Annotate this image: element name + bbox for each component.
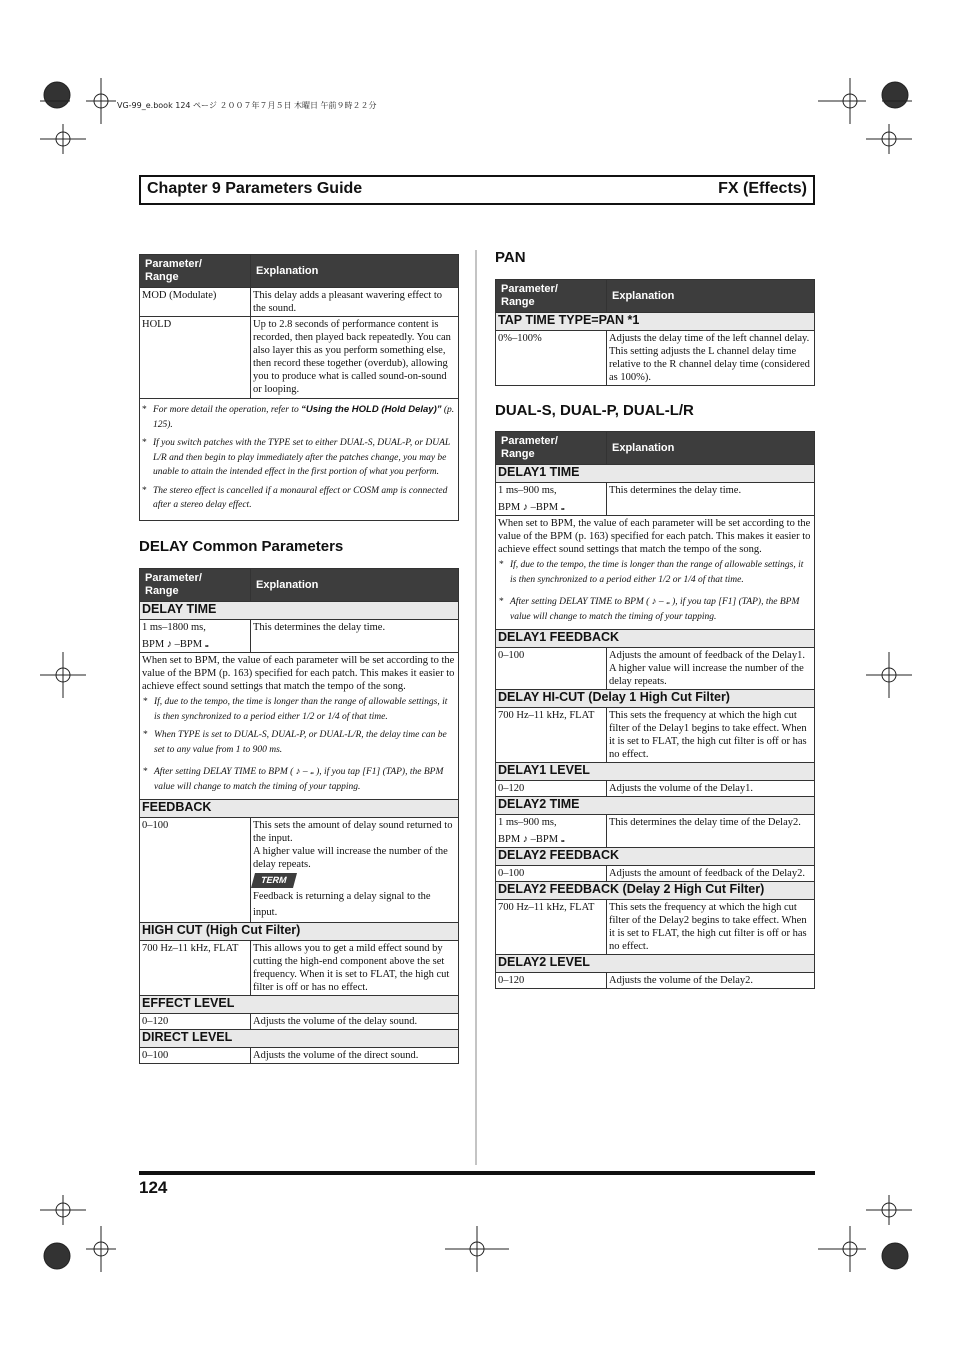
col-header-explanation: Explanation — [251, 569, 459, 602]
dual-title: DUAL-S, DUAL-P, DUAL-L/R — [495, 402, 694, 419]
note: * The stereo effect is cancelled if a monaural effect or COSM amp is connected after a stereo delay effect. — [141, 484, 457, 513]
notes-cell — [140, 399, 459, 521]
chapter-title: Chapter 9 Parameters Guide — [147, 180, 363, 197]
param-cell: 1 ms–1800 ms, BPM ♪ –BPM 𝅝 — [140, 620, 251, 653]
dual-table — [495, 431, 815, 989]
table-row — [140, 818, 459, 923]
col-header-explanation: Explanation — [251, 255, 459, 288]
param-cell: 1 ms–900 ms, BPM ♪ –BPM 𝅝 — [496, 815, 607, 848]
table-row — [140, 317, 459, 399]
table-row — [140, 1014, 459, 1030]
explanation-cell: This sets the amount of delay sound returned to the input. A higher value will increase the number of the delay repeats. TERM Feedback is returning a delay signal to the input. — [251, 818, 459, 923]
section-delay1-level: DELAY1 LEVEL — [496, 763, 815, 781]
section-delay1-feedback: DELAY1 FEEDBACK — [496, 630, 815, 648]
section-delay2-hicut: DELAY2 FEEDBACK (Delay 2 High Cut Filter) — [496, 882, 815, 900]
table-row — [140, 288, 459, 317]
explanation-cell: Adjusts the volume of the direct sound. — [251, 1048, 459, 1064]
note: * If, due to the tempo, the time is longer than the range of allowable settings, it is then synchronized to a period either 1/2 or 1/4 of that time. — [142, 695, 456, 724]
section-delay2-level: DELAY2 LEVEL — [496, 955, 815, 973]
param-cell: HOLD — [140, 317, 251, 399]
section-delay2-time: DELAY2 TIME — [496, 797, 815, 815]
term-badge: TERM — [251, 873, 297, 888]
table-row — [140, 941, 459, 996]
section-tap-time-type: TAP TIME TYPE=PAN *1 — [496, 313, 815, 331]
note: * After setting DELAY TIME to BPM ( ♪ – 𝅝 ), if you tap [F1] (TAP), the BPM value will change to match the timing of your tapping. — [498, 595, 812, 624]
explanation-cell: This sets the frequency at which the high cut filter of the Delay2 begins to take effect. When it is set to FLAT, the high cut filter is off or has no effect. — [607, 900, 815, 955]
bpm-notes-cell: When set to BPM, the value of each parameter will be set according to the value of the BPM (p. 163) specified for each patch. This makes it easier to achieve effect sound settings that match the tempo of the song. * If, due to the tempo, the time is longer than the range of allowable settings, it is then synchronized to a period either 1/2 or 1/4 of that time. * When TYPE is set to DUAL-S, DUAL-P, or DUAL-L/R, the delay time can be set to any value from 1 to 900 ms. * After setting DELAY TIME to BPM ( ♪ – 𝅝 ), if you tap [F1] (TAP), the BPM value will change to match the timing of your tapping. — [140, 653, 459, 800]
table-row — [496, 815, 815, 848]
col-header-param: Parameter/ Range — [140, 255, 251, 288]
col-header-param: Parameter/ Range — [496, 432, 607, 465]
param-cell: 700 Hz–11 kHz, FLAT — [496, 900, 607, 955]
explanation-cell: Adjusts the amount of feedback of the Delay2. — [607, 866, 815, 882]
explanation-cell: This allows you to get a mild effect sound by cutting the high-end component above the set frequency. When it is set to FLAT, the high cut filter is off or has no effect. — [251, 941, 459, 996]
section-delay-hicut: DELAY HI-CUT (Delay 1 High Cut Filter) — [496, 690, 815, 708]
param-cell: 0–120 — [140, 1014, 251, 1030]
section-delay-time: DELAY TIME — [140, 602, 459, 620]
col-header-param: Parameter/ Range — [496, 280, 607, 313]
table-row — [496, 973, 815, 989]
param-cell: MOD (Modulate) — [140, 288, 251, 317]
explanation-cell: This determines the delay time of the Delay2. — [607, 815, 815, 848]
section-title: FX (Effects) — [718, 180, 807, 197]
explanation-cell: Adjusts the amount of feedback of the Delay1. A higher value will increase the number of the delay repeats. — [607, 648, 815, 690]
chapter-header — [139, 175, 815, 205]
section-delay2-feedback: DELAY2 FEEDBACK — [496, 848, 815, 866]
table-row — [496, 708, 815, 763]
file-meta: VG-99_e.book 124 ページ ２００７年７月５日 木曜日 午前９時２２分 — [117, 101, 377, 110]
param-cell: 1 ms–900 ms, BPM ♪ –BPM 𝅝 — [496, 483, 607, 516]
bpm-notes-cell: When set to BPM, the value of each parameter will be set according to the value of the BPM (p. 163) specified for each patch. This makes it easier to achieve effect sound settings that match the tempo of the song. * If, due to the tempo, the time is longer than the range of allowable settings, it is then synchronized to a period either 1/2 or 1/4 of that time. * After setting DELAY TIME to BPM ( ♪ – 𝅝 ), if you tap [F1] (TAP), the BPM value will change to match the timing of your tapping. — [496, 516, 815, 630]
param-cell: 0–120 — [496, 781, 607, 797]
param-cell: 700 Hz–11 kHz, FLAT — [496, 708, 607, 763]
explanation-cell: This determines the delay time. — [251, 620, 459, 653]
table-row — [496, 648, 815, 690]
section-effect-level: EFFECT LEVEL — [140, 996, 459, 1014]
explanation-cell: This sets the frequency at which the high cut filter of the Delay1 begins to take effect. When it is set to FLAT, the high cut filter is off or has no effect. — [607, 708, 815, 763]
table-row — [140, 1048, 459, 1064]
section-direct-level: DIRECT LEVEL — [140, 1030, 459, 1048]
param-cell: 700 Hz–11 kHz, FLAT — [140, 941, 251, 996]
table-row — [496, 866, 815, 882]
note: * When TYPE is set to DUAL-S, DUAL-P, or DUAL-L/R, the delay time can be set to any value from 1 to 900 ms. — [142, 728, 456, 757]
left-top-table — [139, 254, 459, 521]
section-feedback: FEEDBACK — [140, 800, 459, 818]
table-row — [496, 900, 815, 955]
explanation-cell: Adjusts the volume of the Delay2. — [607, 973, 815, 989]
param-cell: 0–100 — [496, 866, 607, 882]
col-header-explanation: Explanation — [607, 432, 815, 465]
param-cell: 0–100 — [496, 648, 607, 690]
note: * If, due to the tempo, the time is longer than the range of allowable settings, it is then synchronized to a period either 1/2 or 1/4 of that time. — [498, 558, 812, 587]
page-number: 124 — [139, 1178, 168, 1197]
table-row — [496, 781, 815, 797]
table-row — [496, 331, 815, 386]
note: * For more detail the operation, refer to “Using the HOLD (Hold Delay)” (p. 125). — [141, 403, 457, 432]
note: * If you switch patches with the TYPE set to either DUAL-S, DUAL-P, or DUAL L/R and then begin to play immediately after the patches change, you may be unable to attain the intended effect in the first portion of what you perform. — [141, 436, 457, 480]
param-cell: 0–120 — [496, 973, 607, 989]
explanation-cell: This delay adds a pleasant wavering effect to the sound. — [251, 288, 459, 317]
explanation-cell: Adjusts the volume of the Delay1. — [607, 781, 815, 797]
col-header-explanation: Explanation — [607, 280, 815, 313]
delay-common-title: DELAY Common Parameters — [139, 538, 344, 555]
pan-title: PAN — [495, 249, 526, 266]
col-header-param: Parameter/ Range — [140, 569, 251, 602]
note: * After setting DELAY TIME to BPM ( ♪ – 𝅝 ), if you tap [F1] (TAP), the BPM value will change to match the timing of your tapping. — [142, 765, 456, 794]
section-high-cut: HIGH CUT (High Cut Filter) — [140, 923, 459, 941]
table-row — [496, 483, 815, 516]
section-delay1-time: DELAY1 TIME — [496, 465, 815, 483]
explanation-cell: Adjusts the delay time of the left channel delay. This setting adjusts the L channel delay time relative to the R channel delay time (considered as 100%). — [607, 331, 815, 386]
table-row — [140, 620, 459, 653]
explanation-cell: Adjusts the volume of the delay sound. — [251, 1014, 459, 1030]
param-cell: 0–100 — [140, 1048, 251, 1064]
pan-table — [495, 279, 815, 386]
delay-common-table — [139, 568, 459, 1064]
explanation-cell: This determines the delay time. — [607, 483, 815, 516]
explanation-cell: Up to 2.8 seconds of performance content is recorded, then played back repeatedly. You can also layer this as you perform something else, then record these together (overdub), allowing you to produce what is called sound-on-sound or looping. — [251, 317, 459, 399]
param-cell: 0–100 — [140, 818, 251, 923]
param-cell: 0%–100% — [496, 331, 607, 386]
